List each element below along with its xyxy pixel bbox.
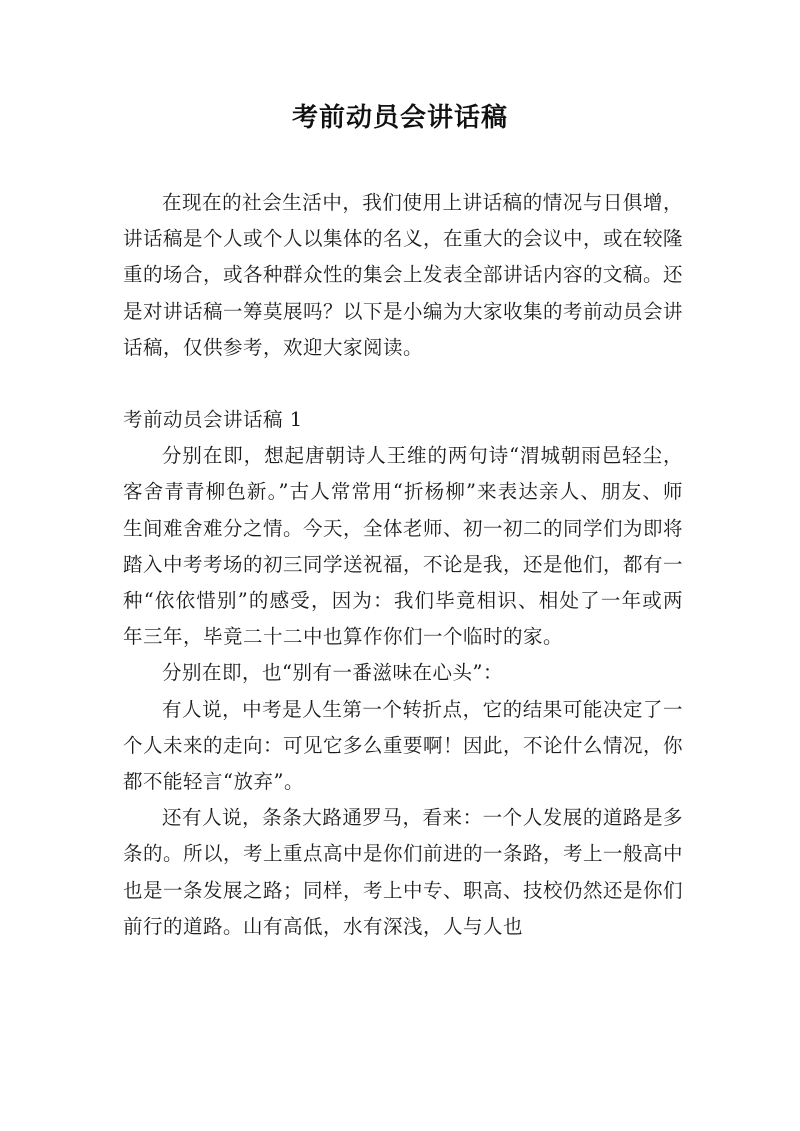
section-heading: 考前动员会讲话稿 1 — [123, 408, 303, 432]
paragraph-spacer — [123, 366, 683, 402]
intro-paragraph: 在现在的社会生活中，我们使用上讲话稿的情况与日俱增，讲话稿是个人或个人以集体的名义，在重大的会议中，或在较隆重的场合，或各种群众性的集会上发表全部讲话内容的文稿。还是对讲话稿一筹莫展吗？以下是小编为大家收集的考前动员会讲话稿，仅供参考，欢迎大家阅读。 — [123, 191, 684, 359]
document-title: 考前动员会讲话稿 — [291, 103, 508, 133]
body-paragraph-3: 有人说，中考是人生第一个转折点，它的结果可能决定了一个人未来的走向：可见它多么重要啊！因此，不论什么情况，你都不能轻言“放弃”。 — [123, 697, 684, 794]
body-paragraph-4: 还有人说，条条大路通罗马，看来：一个人发展的道路是多条的。所以，考上重点高中是你们前进的一条路，考上一般高中也是一条发展之路；同样，考上中专、职高、技校仍然还是你们前行的道路。山有高低，水有深浅，人与人也 — [123, 806, 684, 938]
body-paragraph-2: 分别在即，也“别有一番滋味在心头”： — [162, 661, 503, 685]
body-paragraph-1: 分别在即，想起唐朝诗人王维的两句诗“渭城朝雨邑轻尘，客舍青青柳色新。”古人常常用“折杨柳”来表达亲人、朋友、师生间难舍难分之情。今天，全体老师、初一初二的同学们为即将踏入中考考场的初三同学送祝福，不论是我，还是他们，都有一种“依依惜别”的感受，因为：我们毕竟相识、相处了一年或两年三年，毕竟二十二中也算作你们一个临时的家。 — [123, 444, 684, 649]
document-body — [123, 185, 683, 945]
